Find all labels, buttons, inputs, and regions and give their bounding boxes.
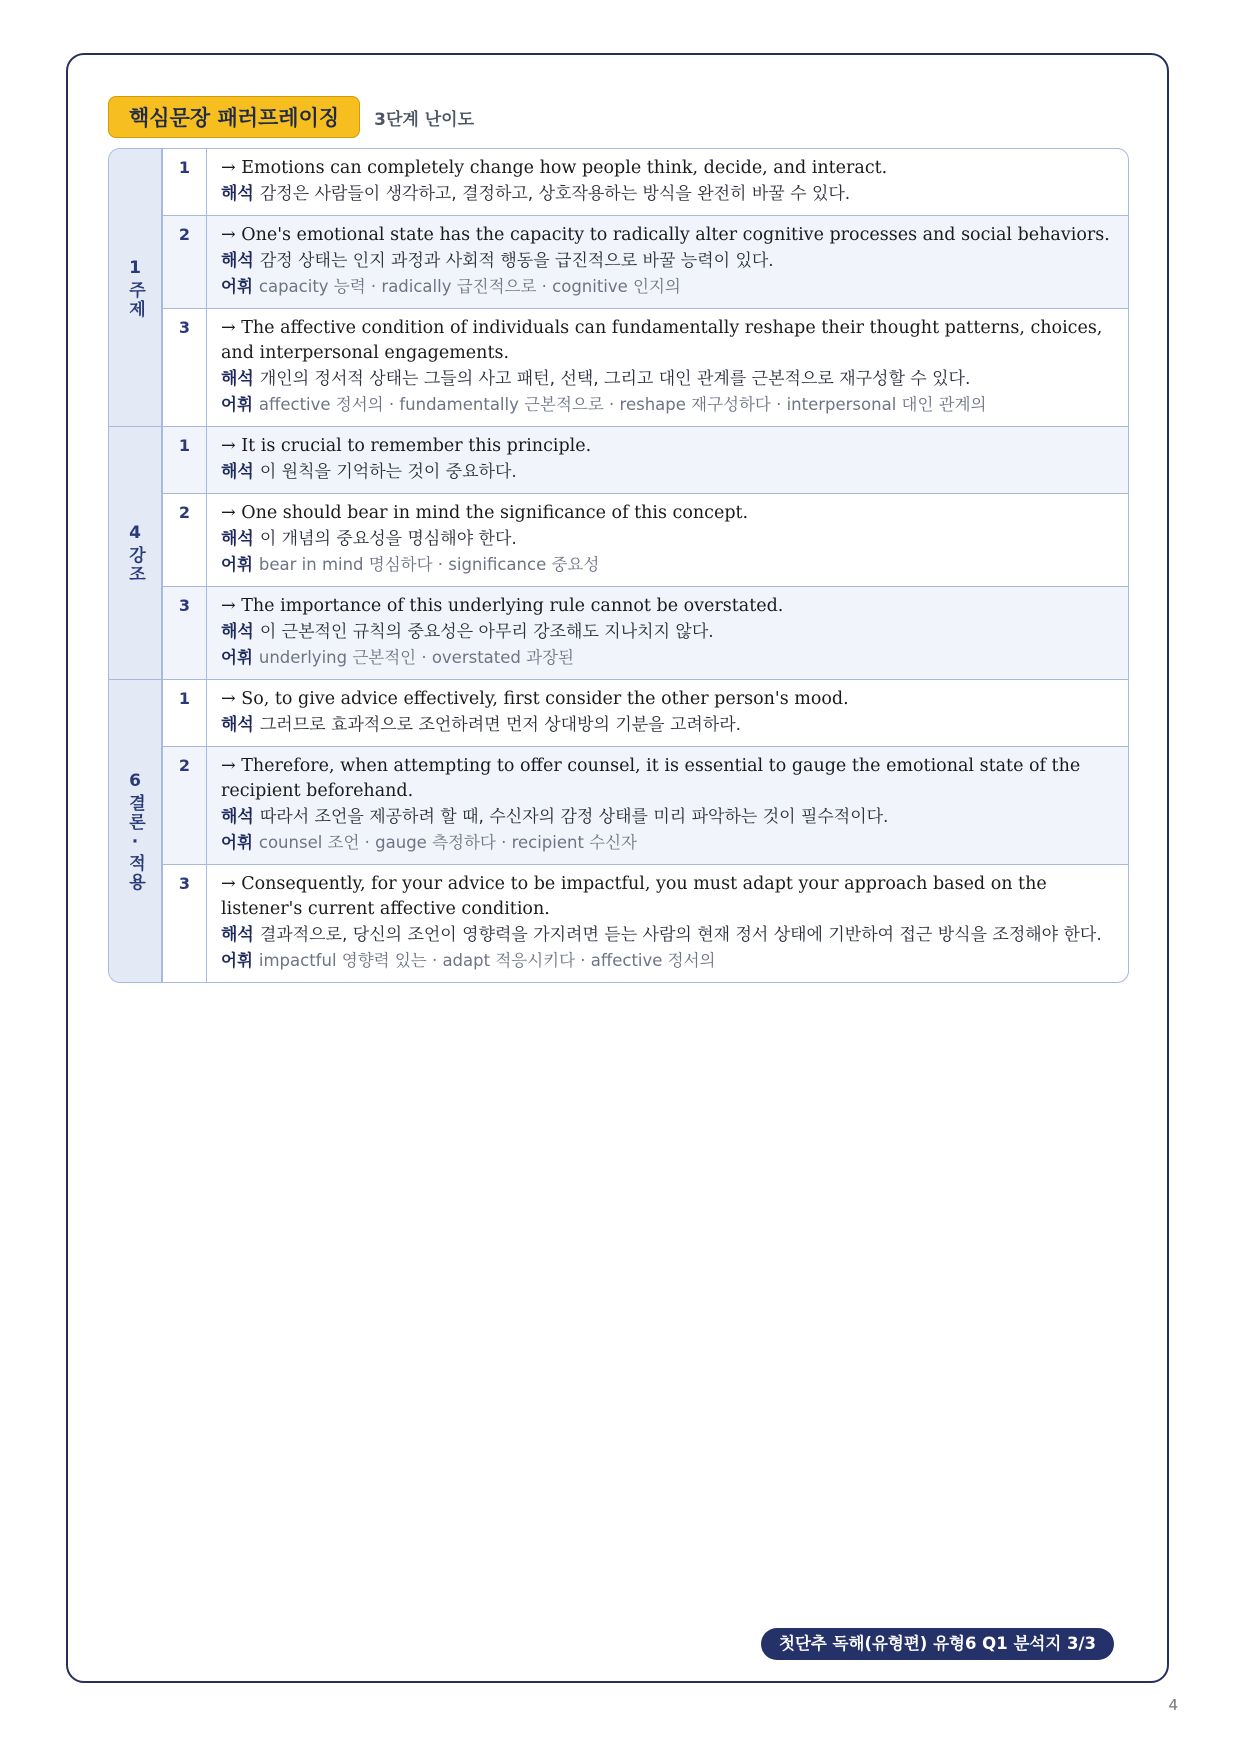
vocab-text: affective 정서의 · fundamentally 근본적으로 · reshape 재구성하다 · interpersonal 대인 관계의 [258,395,987,414]
translation-label: 해석 [221,622,254,642]
row-number: 3 [163,309,207,426]
vocab-label: 어휘 [221,555,253,574]
vocab-line [221,645,1114,671]
english-sentence: → One should bear in mind the significance of this concept. [221,503,749,523]
paraphrase-table [108,148,1129,983]
table-row [163,680,1128,746]
vocab-label: 어휘 [221,277,253,296]
vocab-line [221,392,1114,418]
translation-label: 해석 [221,462,254,482]
korean-translation [221,366,1114,392]
translation-text: 따라서 조언을 제공하려 할 때, 수신자의 감정 상태를 미리 파악하는 것이 필수적이다. [259,807,889,827]
row-number: 2 [163,747,207,864]
korean-translation [221,619,1114,645]
vocab-label: 어휘 [221,395,253,414]
english-sentence: → Emotions can completely change how people think, decide, and interact. [221,158,888,178]
korean-translation [221,526,1114,552]
section-header [108,96,474,138]
row-number: 3 [163,865,207,982]
english-sentence: → The importance of this underlying rule cannot be overstated. [221,596,784,616]
english-sentence: → One's emotional state has the capacity to radically alter cognitive processes and social behaviors. [221,225,1110,245]
section-1 [109,426,1128,679]
section-number: 6 [129,771,141,791]
section-label [109,427,163,679]
section-2 [109,679,1128,982]
translation-text: 그러므로 효과적으로 조언하려면 먼저 상대방의 기분을 고려하라. [259,715,742,735]
row-content [207,427,1128,493]
table-row [163,215,1128,308]
footer-badge: 첫단추 독해(유형편) 유형6 Q1 분석지 3/3 [761,1628,1114,1660]
translation-text: 이 개념의 중요성을 명심해야 한다. [259,529,517,549]
vocab-text: underlying 근본적인 · overstated 과장된 [258,648,574,667]
vocab-text: impactful 영향력 있는 · adapt 적응시키다 · affective 정서의 [258,951,716,970]
korean-translation [221,922,1114,948]
translation-label: 해석 [221,529,254,549]
translation-label: 해석 [221,184,254,204]
table-row [163,427,1128,493]
vocab-line [221,830,1114,856]
vocab-label: 어휘 [221,951,253,970]
translation-label: 해석 [221,251,254,271]
section-number: 4 [129,523,141,543]
translation-text: 이 근본적인 규칙의 중요성은 아무리 강조해도 지나치지 않다. [259,622,714,642]
row-content [207,216,1128,308]
row-number: 1 [163,149,207,215]
vocab-text: counsel 조언 · gauge 측정하다 · recipient 수신자 [258,833,637,852]
translation-label: 해석 [221,925,254,945]
row-content [207,865,1128,982]
vocab-line [221,552,1114,578]
table-row [163,308,1128,426]
section-label [109,680,163,982]
korean-translation [221,804,1114,830]
row-content [207,587,1128,679]
row-content [207,494,1128,586]
section-name: 결론·적용 [125,794,145,892]
korean-translation [221,712,1114,738]
section-number: 1 [129,257,141,278]
vocab-label: 어휘 [221,648,253,667]
difficulty-label: 3단계 난이도 [374,109,475,130]
row-content [207,680,1128,746]
row-content [207,309,1128,426]
page-number: 4 [1168,1696,1178,1714]
row-number: 2 [163,494,207,586]
korean-translation [221,248,1114,274]
translation-label: 해석 [221,369,254,389]
section-name: 강조 [125,546,145,584]
korean-translation [221,181,1114,207]
vocab-line [221,948,1114,974]
english-sentence: → So, to give advice effectively, first consider the other person's mood. [221,689,849,709]
translation-text: 감정은 사람들이 생각하고, 결정하고, 상호작용하는 방식을 완전히 바꿀 수 있다. [259,184,851,204]
row-number: 1 [163,427,207,493]
translation-text: 이 원칙을 기억하는 것이 중요하다. [259,462,517,482]
translation-label: 해석 [221,807,254,827]
row-number: 3 [163,587,207,679]
vocab-line [221,274,1114,300]
row-number: 1 [163,680,207,746]
table-row [163,746,1128,864]
translation-text: 개인의 정서적 상태는 그들의 사고 패턴, 선택, 그리고 대인 관계를 근본적으로 재구성할 수 있다. [259,369,971,389]
translation-text: 결과적으로, 당신의 조언이 영향력을 가지려면 듣는 사람의 현재 정서 상태에 기반하여 접근 방식을 조정해야 한다. [259,925,1102,945]
table-row [163,493,1128,586]
translation-label: 해석 [221,715,254,735]
row-content [207,149,1128,215]
vocab-label: 어휘 [221,833,253,852]
section-0 [109,149,1128,426]
table-row [163,864,1128,982]
vocab-text: bear in mind 명심하다 · significance 중요성 [258,555,600,574]
section-name: 주제 [125,280,145,319]
english-sentence: → Therefore, when attempting to offer counsel, it is essential to gauge the emotional state of the recipient beforehand. [221,756,1081,801]
row-content [207,747,1128,864]
title-badge: 핵심문장 패러프레이징 [108,96,360,138]
vocab-text: capacity 능력 · radically 급진적으로 · cognitive 인지의 [258,277,681,296]
english-sentence: → Consequently, for your advice to be impactful, you must adapt your approach based on the listener's current affective condition. [221,874,1047,919]
table-row [163,586,1128,679]
table-row [163,149,1128,215]
section-label [109,149,163,426]
translation-text: 감정 상태는 인지 과정과 사회적 행동을 급진적으로 바꿀 능력이 있다. [259,251,774,271]
row-number: 2 [163,216,207,308]
english-sentence: → It is crucial to remember this principle. [221,436,592,456]
korean-translation [221,459,1114,485]
english-sentence: → The affective condition of individuals can fundamentally reshape their thought patterns, choices, and interpersonal engagements. [221,318,1103,363]
